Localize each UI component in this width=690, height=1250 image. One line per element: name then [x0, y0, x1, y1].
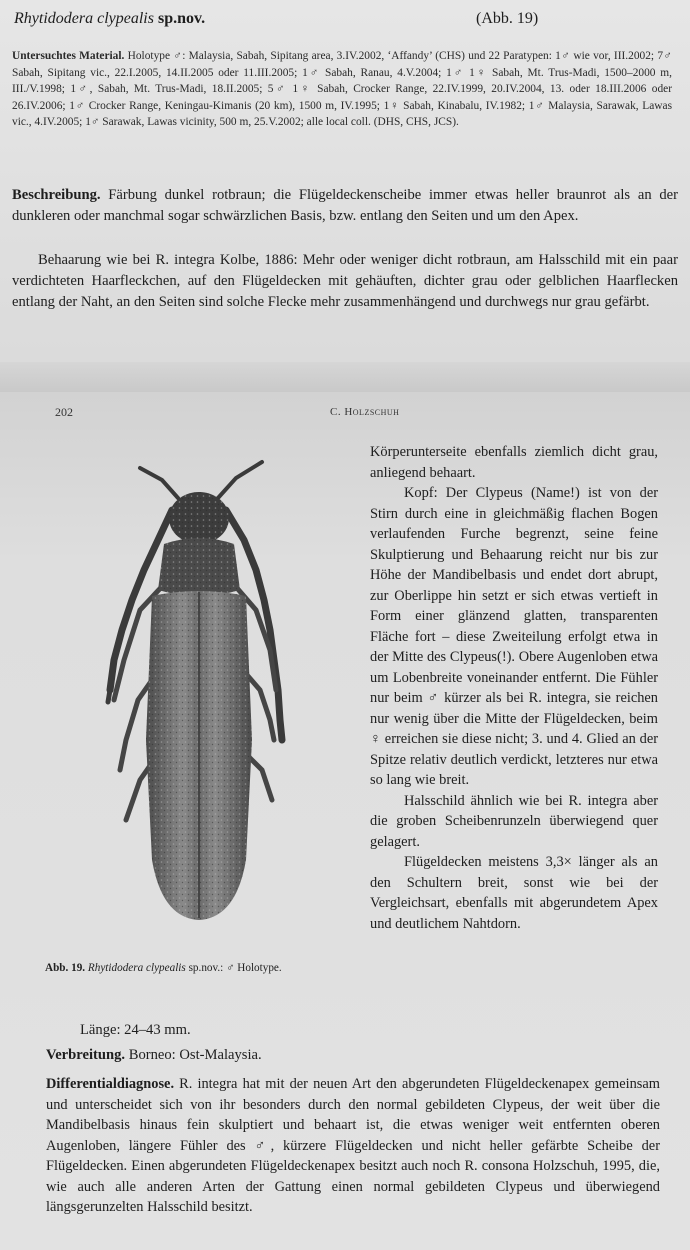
species-title-line — [14, 10, 674, 34]
description-text: Färbung dunkel rotbraun; die Flügeldeckenscheibe immer etwas heller braunrot als an der dunkleren oder manchmal sogar schwärzlichen Basis, bzw. entlang den Seiten und um den Apex. — [12, 187, 678, 224]
page-gap — [0, 362, 690, 392]
right-text-column — [370, 442, 658, 934]
diagnosis-text: R. integra hat mit der neuen Art den abgerundeten Flügeldeckenapex gemeinsam und unterscheidet sich von ihr besonders durch den normal gebildeten Clypeus, der weit über die Mandibelbasis hinaus fein skulptiert und behaart ist, die etwas weniger weit entfernten oberen Augenloben, längere Fühler des ♂, kürzere Flügeldecken und nicht heller gefärbte Scheibe der Flügeldecken. Einen abgerundeten Flügeldeckenapex besitzt auch noch R. consona Holzschuh, 1995, die, wie auch alle anderen Arten der Gattung einen normal gebildeten Clypeus und überwiegend längsgerunzelten Halsschild besitzt. — [46, 1076, 660, 1215]
distribution-text: Borneo: Ost-Malaysia. — [128, 1047, 262, 1063]
underside-paragraph: Körperunterseite ebenfalls ziemlich dicht grau, anliegend behaart. — [370, 444, 658, 481]
beetle-figure — [40, 440, 350, 960]
description-paragraph — [12, 185, 678, 227]
diagnosis-label: Differentialdiagnose. — [46, 1076, 175, 1092]
elytra-paragraph: Flügeldecken meistens 3,3× länger als an den Schultern breit, sonst wie bei der Vergleichsart, ebenfalls mit abgerundetem Apex und deutlichem Nahtdorn. — [370, 854, 658, 932]
head-paragraph: Kopf: Der Clypeus (Name!) ist von der Stirn durch eine in gleichmäßig flachen Bogen verlaufenden Furche begrenzt, seine feine Skulptierung und Behaarung reicht nur bis zur Höhe der Mandibelbasis und endet dort abrupt, zur Oberlippe hin setzt er sich etwas vertieft in Form einer glänzend glatten, transparenten Fläche fort – diese Zweiteilung erfolgt etwa in der Mitte des Clypeus(!). Obere Augenloben etwa um Lobenbreite voneinander entfernt. Die Fühler nur beim ♂ kürzer als bei R. integra, sie reichen nur wenig über die Mitte der Flügeldecken, beim ♀ erreichen sie diese nicht; 3. und 4. Glied an der Spitze relativ deutlich verdickt, letzteres nur etwa so lang wie breit. — [370, 485, 658, 788]
caption-rest: sp.nov.: ♂ Holotype. — [188, 962, 282, 974]
species-status: sp.nov. — [157, 10, 206, 27]
distribution-line — [46, 1047, 262, 1064]
species-title — [14, 10, 205, 28]
material-text: Holotype ♂: Malaysia, Sabah, Sipitang area, 3.IV.2002, ‘Affandy’ (CHS) und 22 Paratypen: 1♂ wie vor, III.2002; 7♂ Sabah, Sipitang vic., 22.I.2005, 14.II.2005 oder 11.III.2005; 1♂ Sabah, Ranau, 4.V.2004; 1♂ 1♀ Sabah, Mt. Trus-Madi, 1500–2000 m, III./V.1998; 1♂, Sabah, Mt. Trus-Madi, 18.II.2005; 5♂ 1♀ Sabah, Crocker Range, 22.IV.1999, 20.IV.2004, 13. oder 18.III.2006 oder 26.IV.2006; 1♂ Crocker Range, Keningau-Kimanis (20 km), 1500 m, IV.1995; 1♀ Sabah, Kinabalu, IV.1982; 1♂ Malaysia, Sarawak, Lawas vic., 4.IV.2005; 1♂ Sarawak, Lawas vicinity, 500 m, 25.V.2002; alle local coll. (DHS, CHS, JCS). — [12, 50, 672, 128]
caption-species: Rhytidodera clypealis — [87, 962, 186, 974]
page-number: 202 — [55, 405, 73, 419]
description-label: Beschreibung. — [12, 187, 101, 203]
distribution-label: Verbreitung. — [46, 1047, 126, 1063]
pronotum-paragraph: Halsschild ähnlich wie bei R. integra aber die groben Scheibenrunzeln überwiegend quer gelagert. — [370, 792, 658, 850]
length-line: Länge: 24–43 mm. — [80, 1022, 191, 1038]
figure-reference: (Abb. 19) — [476, 10, 539, 27]
figure-caption — [45, 962, 355, 974]
differential-diagnosis-paragraph — [46, 1074, 660, 1218]
examined-material-paragraph — [12, 48, 672, 131]
caption-label: Abb. 19. — [45, 962, 86, 974]
species-name: Rhytidodera clypealis — [14, 10, 154, 27]
running-head: C. Holzschuh — [330, 406, 400, 418]
material-label: Untersuchtes Material. — [12, 50, 125, 62]
pubescence-paragraph: Behaarung wie bei R. integra Kolbe, 1886: Mehr oder weniger dicht rotbraun, am Halsschild mit ein paar verdichteten Haarfleckchen, auf den Flügeldecken mit gehäuften, dichter grau oder gelblichen Haarflecken entlang der Naht, an den Seiten sind solche Flecke mehr zusammenhängend und durchwegs nur grau gefärbt. — [12, 252, 678, 310]
